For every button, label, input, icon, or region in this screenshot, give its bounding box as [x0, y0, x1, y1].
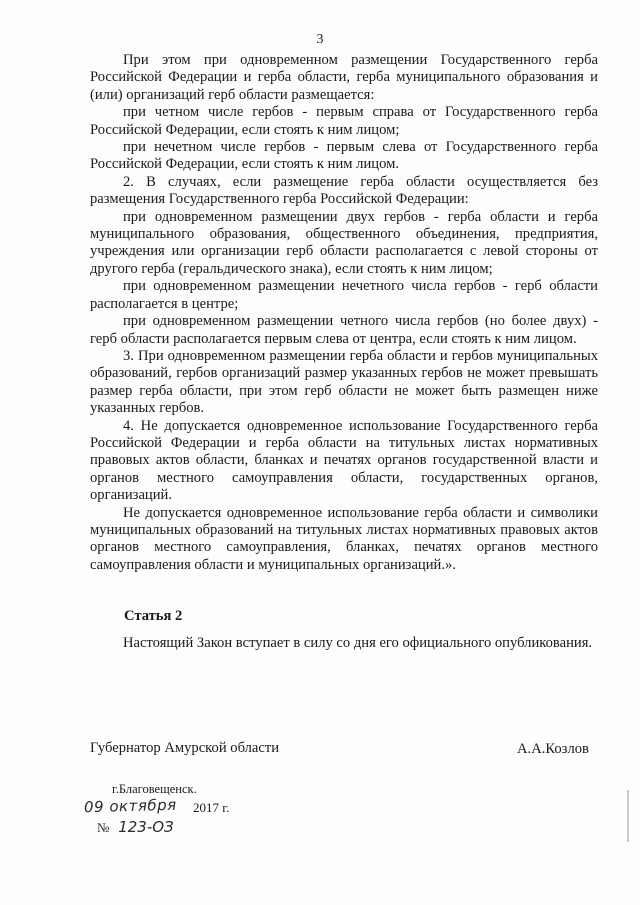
paragraph: При этом при одновременном размещении Государственного герба Российской Федерации и герба области, герба муниципального образования и (или) организаций герб области размещается: — [90, 52, 598, 103]
law-body — [90, 52, 598, 574]
date-year: 2017 г. — [193, 800, 230, 815]
paragraph: при одновременном размещении двух гербов - герба области и герба муниципального образования, общественного объединения, предприятия, учреждения или организации герб области располагается с левой стороны от другого герба (геральдического знака), если стоять к ним лицом; — [90, 208, 598, 277]
handwritten-date: 09 октября — [83, 795, 177, 817]
signatory-name: А.А.Козлов — [517, 741, 589, 757]
place-of-signing: г.Благовещенск. — [112, 782, 197, 796]
law-number — [97, 818, 174, 836]
page-number: 3 — [316, 32, 324, 47]
paragraph: при нечетном числе гербов - первым слева от Государственного герба Российской Федерации, если стоять к ним лицом. — [90, 139, 598, 173]
article-heading: Статья 2 — [124, 608, 183, 624]
paragraph: 4. Не допускается одновременное использование Государственного герба Российской Федерации и герба области на титульных листах нормативных правовых актов области, бланках и печатях органов государственной власти и органов местного самоуправления области, государственных органов, организаций. — [90, 417, 598, 504]
paragraph: при четном числе гербов - первым справа от Государственного герба Российской Федерации, если стоять к ним лицом; — [90, 104, 598, 138]
signing-date — [84, 797, 284, 819]
handwritten-number: 123-ОЗ — [118, 818, 174, 836]
paragraph: Не допускается одновременное использование герба области и символики муниципальных образований на титульных листах нормативных правовых актов органов местного самоуправления, бланках, печатях органов местного самоуправления области и муниципальных организаций.». — [90, 504, 598, 573]
number-sign: № — [97, 820, 110, 835]
scan-edge-mark — [626, 790, 630, 842]
paragraph: 3. При одновременном размещении герба области и гербов муниципальных образований, гербов организаций размер указанных гербов не может превышать размер герба области, при этом герб области не может быть размещен ниже указанных гербов. — [90, 347, 598, 417]
signatory-title: Губернатор Амурской области — [90, 740, 280, 756]
paragraph: 2. В случаях, если размещение герба области осуществляется без размещения Государственного герба Российской Федерации: — [90, 173, 598, 208]
paragraph: при одновременном размещении четного числа гербов (но более двух) - герб области располагается первым слева от центра, если стоять к ним лицом. — [90, 313, 598, 347]
paragraph: при одновременном размещении нечетного числа гербов - герб области располагается в центре; — [90, 278, 598, 312]
closing-paragraph: Настоящий Закон вступает в силу со дня его официального опубликования. — [123, 635, 593, 651]
